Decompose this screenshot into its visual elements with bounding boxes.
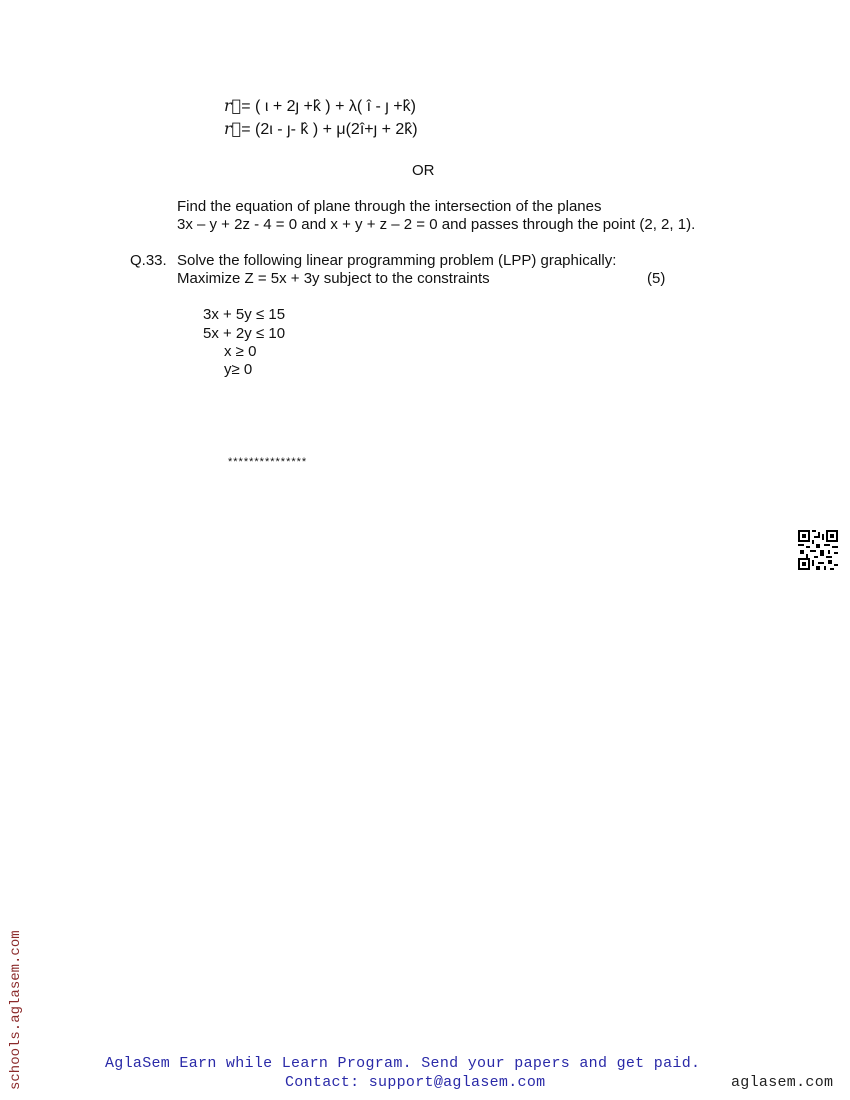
vector-r-symbol: r⃗: [224, 119, 242, 138]
vector-equation-line-2: [224, 118, 418, 141]
footer-site-link[interactable]: aglasem.com: [731, 1074, 834, 1091]
constraint-1: 3x + 5y ≤ 15: [203, 306, 286, 323]
marks-label: (5): [647, 270, 666, 287]
constraint-2: 5x + 2y ≤ 10: [203, 325, 286, 342]
equation-rhs: = (2ι - ȷ- k̂ ) + μ(2î+ȷ + 2k̂): [241, 121, 418, 138]
side-watermark: schools.aglasem.com: [8, 930, 24, 1090]
alt-question-line-1: Find the equation of plane through the intersection of the planes: [177, 198, 602, 215]
q33-line-2: Maximize Z = 5x + 3y subject to the constraints: [177, 270, 490, 287]
vector-r-symbol: r⃗: [224, 96, 242, 115]
end-of-paper-marker: ***************: [228, 456, 308, 468]
footer-promo: AglaSem Earn while Learn Program. Send your papers and get paid.: [105, 1055, 701, 1072]
question-number: Q.33.: [130, 252, 167, 269]
q33-line-1: Solve the following linear programming problem (LPP) graphically:: [177, 252, 617, 269]
footer-contact[interactable]: Contact: support@aglasem.com: [285, 1074, 546, 1091]
equation-rhs: = ( ι + 2ȷ +k̂ ) + λ( î - ȷ +k̂): [241, 98, 416, 115]
or-label: OR: [412, 162, 435, 179]
constraint-3: x ≥ 0: [224, 343, 257, 360]
constraint-4: y≥ 0: [224, 361, 253, 378]
qr-code-icon: [798, 530, 838, 570]
vector-equation-line-1: [224, 95, 416, 118]
alt-question-line-2: 3x – y + 2z - 4 = 0 and x + y + z – 2 = 0 and passes through the point (2, 2, 1).: [177, 216, 696, 233]
